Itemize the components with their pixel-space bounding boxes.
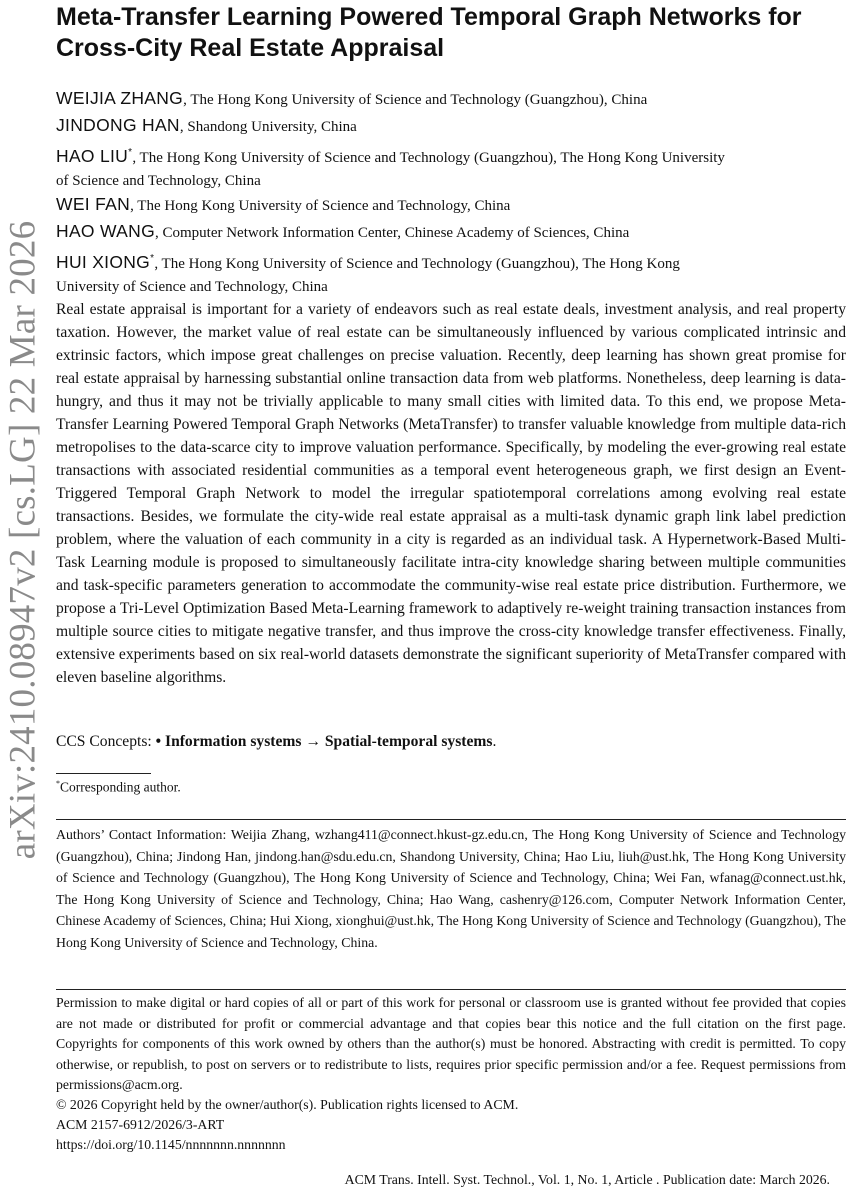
author-name: JINDONG HAN	[56, 115, 180, 135]
author-affiliation: , The Hong Kong University of Science and Technology (Guangzhou), The Hong Kong	[154, 255, 680, 272]
author-affiliation-continued: of Science and Technology, China	[56, 172, 261, 189]
author-name: HAO WANG	[56, 220, 155, 241]
ccs-arrow: →	[301, 733, 325, 750]
author-contact-info: Authors’ Contact Information: Weijia Zhang, wzhang411@connect.hkust-gz.edu.cn, The Hong Kong University of Science and Technology (Guangzhou), China; Jindong Han, jindong.han@sdu.edu.cn, Shandong University, China; Hao Liu, liuh@ust.hk, The Hong Kong University of Science and Technology (Guangzhou), The Hong Kong University of Science and Technology, China; Wei Fan, wfanag@connect.ust.hk, The Hong Kong University of Science and Technology, China; Hao Wang, cashenry@126.com, Computer Network Information Center, Chinese Academy of Sciences, China; Hui Xiong, xionghui@ust.hk, The Hong Kong University of Science and Technology (Guangzhou), The Hong Kong University of Science and Technology, China.	[56, 827, 846, 950]
author-name: WEI FAN	[56, 193, 131, 214]
footnote-text: Corresponding author.	[60, 779, 181, 795]
permission-notice: Permission to make digital or hard copies of all or part of this work for personal or classroom use is granted without fee provided that copies are not made or distributed for profit or commercial advantage and that copies bear this notice and the full citation on the first page. Copyrights for components of this work owned by others than the author(s) must be honored. Abstracting with credit is permitted. To copy otherwise, or republish, to post on servers or to redistribute to lists, requires prior specific permission and/or a fee. Request permissions from permissions@acm.org.	[56, 995, 846, 1093]
ccs-end: .	[492, 733, 497, 750]
author-entry	[56, 113, 846, 140]
author-affiliation: , The Hong Kong University of Science and Technology (Guangzhou), The Hong Kong University	[132, 149, 725, 166]
divider	[56, 989, 846, 990]
author-entry	[56, 86, 846, 113]
arxiv-sidebar	[0, 190, 46, 890]
paper-title: Meta-Transfer Learning Powered Temporal Graph Networks for Cross-City Real Estate Appraisal	[56, 3, 802, 62]
author-name: HUI XIONG*	[56, 251, 155, 272]
issn-line: ACM 2157-6912/2026/3-ART	[56, 1117, 225, 1133]
author-name: HAO LIU*	[56, 145, 133, 166]
copyright-line: © 2026 Copyright held by the owner/author(s). Publication rights licensed to ACM.	[56, 1097, 519, 1112]
author-entry	[56, 246, 846, 298]
author-name: WEIJIA ZHANG	[56, 88, 184, 108]
doi-link[interactable]: https://doi.org/10.1145/nnnnnnn.nnnnnnn	[56, 1137, 286, 1153]
ccs-subconcept: Spatial-temporal systems	[324, 733, 493, 750]
ccs-label: CCS Concepts:	[56, 733, 156, 750]
author-affiliation: , The Hong Kong University of Science and Technology, China	[130, 197, 511, 214]
author-affiliation: , The Hong Kong University of Science and Technology (Guangzhou), China	[183, 92, 648, 108]
ccs-concept: Information systems	[165, 733, 302, 750]
author-affiliation: , Computer Network Information Center, Chinese Academy of Sciences, China	[154, 224, 630, 241]
author-affiliation: , Shandong University, China	[179, 119, 357, 135]
publication-info	[56, 1095, 846, 1156]
author-entry	[56, 140, 846, 192]
footnote-mark: *	[56, 779, 60, 788]
author-affiliation-continued: University of Science and Technology, China	[56, 278, 328, 295]
abstract: Real estate appraisal is important for a variety of endeavors such as real estate deals, investment analysis, and real property taxation. However, the market value of real estate can be simultaneously influenced by various complicated intrinsic and extrinsic factors, which impose great challenges on precise valuation. Recently, deep learning has shown great promise for real estate appraisal by harnessing substantial online transaction data from web platforms. Nonetheless, deep learning is data-hungry, and thus it may not be trivially applicable to many small cities with limited data. To this end, we propose Meta-Transfer Learning Powered Temporal Graph Networks (MetaTransfer) to transfer valuable knowledge from multiple data-rich metropolises to the data-scarce city to improve valuation performance. Specifically, by modeling the ever-growing real estate transactions with associated residential communities as a temporal event heterogeneous graph, we first design an Event-Triggered Temporal Graph Network to model the irregular spatiotemporal correlations among evolving real estate transactions. Besides, we formulate the city-wide real estate appraisal as a multi-task dynamic graph link label prediction problem, where the valuation of each community in a city is regarded as an individual task. A Hypernetwork-Based Multi-Task Learning module is proposed to simultaneously facilitate intra-city knowledge sharing between multiple communities and task-specific parameters generation to accommodate the community-wise real estate price distribution. Furthermore, we propose a Tri-Level Optimization Based Meta-Learning framework to adaptively re-weight training transaction instances from multiple source cities to mitigate negative transfer, and thus improve the cross-city knowledge transfer effectiveness. Finally, extensive experiments based on six real-world datasets demonstrate the significant superiority of MetaTransfer compared with eleven baseline algorithms.	[56, 301, 846, 686]
ccs-concepts	[56, 733, 846, 751]
author-list	[56, 86, 846, 298]
page-footer: ACM Trans. Intell. Syst. Technol., Vol. 1, No. 1, Article . Publication date: March 2026.	[344, 1172, 830, 1187]
footnote-rule	[56, 773, 151, 774]
corresponding-mark: *	[128, 147, 133, 158]
arxiv-identifier: arXiv:2410.08947v2 [cs.LG] 22 Mar 2026	[2, 220, 44, 860]
corresponding-mark: *	[150, 252, 155, 264]
divider	[56, 819, 846, 820]
footnote	[56, 779, 181, 796]
author-entry	[56, 192, 846, 219]
ccs-bullet: •	[155, 733, 165, 750]
author-entry	[56, 219, 846, 246]
